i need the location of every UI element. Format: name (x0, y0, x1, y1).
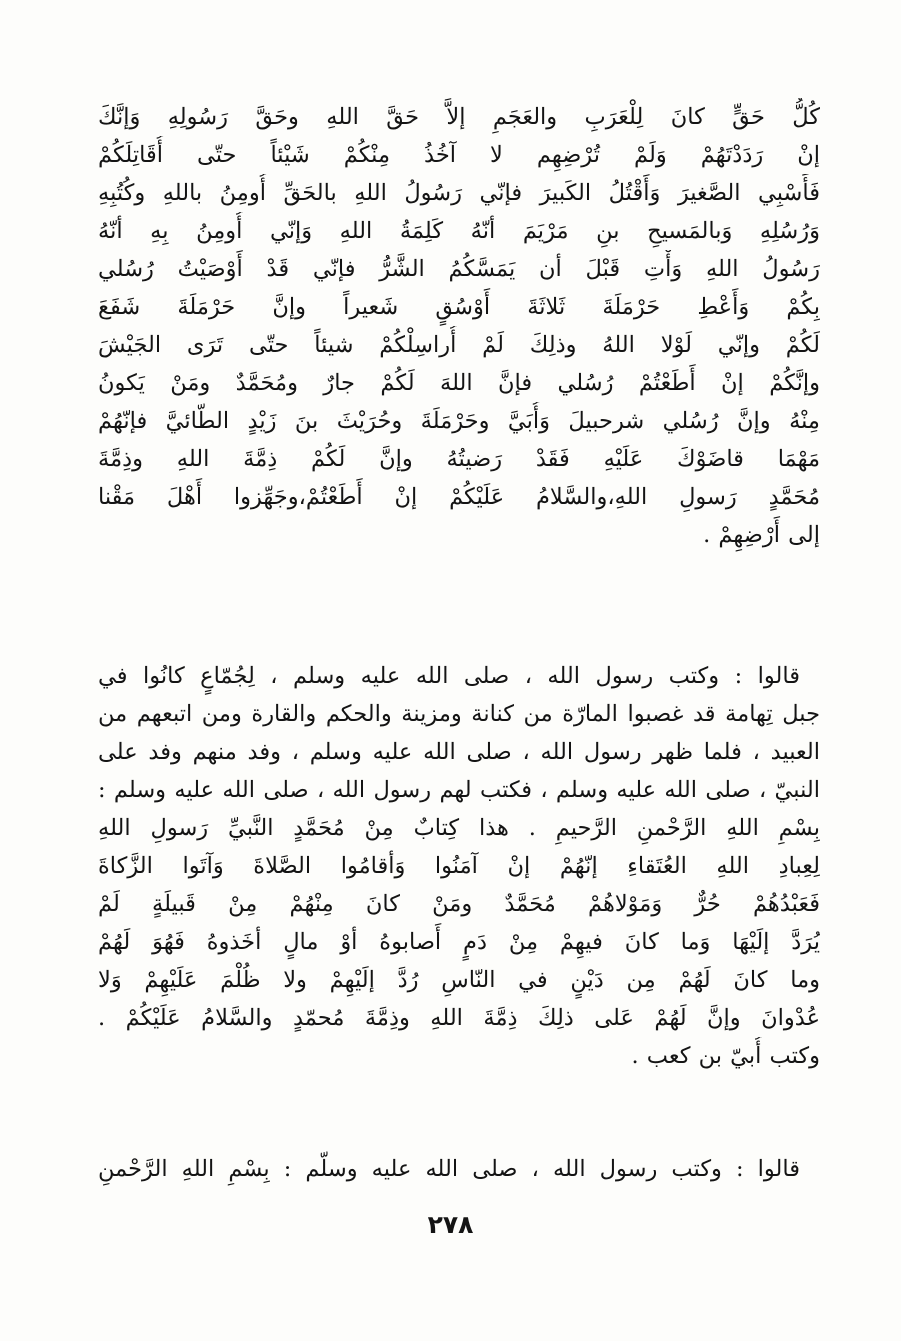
text-line: بِسْمِ اللهِ الرَّحْمنِ الرَّحيمِ . هذا كِتابٌ مِنْ مُحَمَّدٍ النَّبيِّ رَسولِ اللهِ (98, 815, 820, 841)
text-line: وما كانَ لَهُمْ مِن دَيْنٍ في النّاسِ رُدَّ إلَيْهِمْ ولا ظُلْمَ عَلَيْهِمْ وَلا (98, 967, 820, 993)
text-line: العبيد ، فلما ظهر رسول الله ، صلى الله عليه وسلم ، وفد منهم وفد على (98, 739, 820, 765)
text-line: بِكُمْ وَأَعْطِ حَرْمَلَةَ ثَلاثَةَ أَوْسُقٍ شَعيراً وإنَّ حَرْمَلَةَ شَفَعَ (98, 294, 820, 320)
text-line: إنْ رَدَدْتَهُمْ وَلَمْ تُرْضِهِم لا آخُذُ مِنْكُمْ شَيْئاً حتّى أُقَاتِلَكُمْ (98, 142, 820, 168)
paragraph-letter (98, 98, 820, 554)
text-line: إلى أَرْضِهِمْ . (703, 522, 820, 548)
text-line: لَكُمْ وإنّي لَوْلا اللهُ وذلِكَ لَمْ أُراسِلْكُمْ شيئاً حتّى تَرَى الجَيْشَ (98, 332, 820, 358)
text-line: جبل تِهامة قد غصبوا المارّة من كنانة ومزينة والحكم والقارة ومن اتبعهم من (98, 701, 820, 727)
text-line: مُحَمَّدٍ رَسولِ اللهِ،والسَّلامُ عَلَيْكُمْ إنْ أَطَعْتُمْ،وجَهِّزوا أَهْلَ مَقْنا (98, 484, 820, 510)
text-line: وَرُسُلِهِ وَبالمَسيحِ بنِ مَرْيَمَ أنّهُ كَلِمَةُ اللهِ وَإنّي أُومِنُ بِهِ أنّهُ (98, 218, 820, 244)
text-line: فَأَسْبِي الصَّغيرَ وَأَقْتُلُ الكَبيرَ فإنّي رَسُولُ اللهِ بالحَقِّ أُومِنُ باللهِ وكُتُبِهِ (98, 180, 820, 206)
text-line: وإنَّكُمْ إنْ أَطَعْتُمْ رُسُلي فإنَّ اللهَ لَكُمْ جارٌ ومُحَمَّدٌ ومَنْ يَكونُ (98, 370, 820, 396)
text-line: وكتب أُبيّ بن كعب . (631, 1043, 820, 1069)
text-line: النبيّ ، صلى الله عليه وسلم ، فكتب لهم رسول الله ، صلى الله عليه وسلم : (98, 777, 820, 803)
page-number: ٢٧٨ (427, 1210, 474, 1239)
text-line: فَعَبْدُهُمْ حُرٌّ وَمَوْلاهُمْ مُحَمَّدٌ ومَنْ كانَ مِنْهُمْ مِنْ قَبيلَةٍ لَمْ (98, 891, 820, 917)
text-line: مِنْهُ وإنَّ رُسُلي شرحبيلَ وَأُبَيَّ وحَرْمَلَةَ وحُرَيْثَ بنَ زَيْدٍ الطّائيَّ فإنّهُمْ (98, 408, 820, 434)
text-line: قالوا : وكتب رسول الله ، صلى الله عليه وسلم ، لِجُمّاعٍ كانُوا في (98, 663, 800, 689)
text-line: يُرَدَّ إلَيْهَا وَما كانَ فيهِمْ مِنْ دَمٍ أَصابوهُ أوْ مالٍ أخَذوهُ فَهُوَ لَهُمْ (98, 929, 820, 955)
text-line: عُدْوانَ وإنَّ لَهُمْ عَلى ذلِكَ ذِمَّةَ اللهِ وذِمَّةَ مُحمّدٍ والسَّلامُ عَلَيْكُمْ . (98, 1005, 820, 1031)
text-line: مَهْمَا قاضَوْكَ عَلَيْهِ فَقَدْ رَضيتُهُ وإنَّ لَكُمْ ذِمَّةَ اللهِ وذِمَّةَ (98, 446, 820, 472)
text-line: كُلُّ حَقٍّ كانَ لِلْعَرَبِ والعَجَمِ إلاَّ حَقَّ اللهِ وحَقَّ رَسُولِهِ وَإنَّكَ (98, 104, 820, 130)
text-line: رَسُولُ اللهِ وَأْتِ قَبْلَ أن يَمَسَّكُمُ الشَّرُّ فإنّي قَدْ أَوْصَيْتُ رُسُلي (98, 256, 820, 282)
text-line: لِعِبادِ اللهِ العُتَقاءِ إنّهُمْ إنْ آمَنُوا وَأقامُوا الصَّلاةَ وَآتَوا الزَّكاةَ (98, 853, 820, 879)
paragraph-next-letter (98, 1150, 820, 1188)
text-line: قالوا : وكتب رسول الله ، صلى الله عليه وسلّم : بِسْمِ اللهِ الرَّحْمنِ (98, 1156, 800, 1182)
paragraph-jummaa-letter (98, 657, 820, 1075)
